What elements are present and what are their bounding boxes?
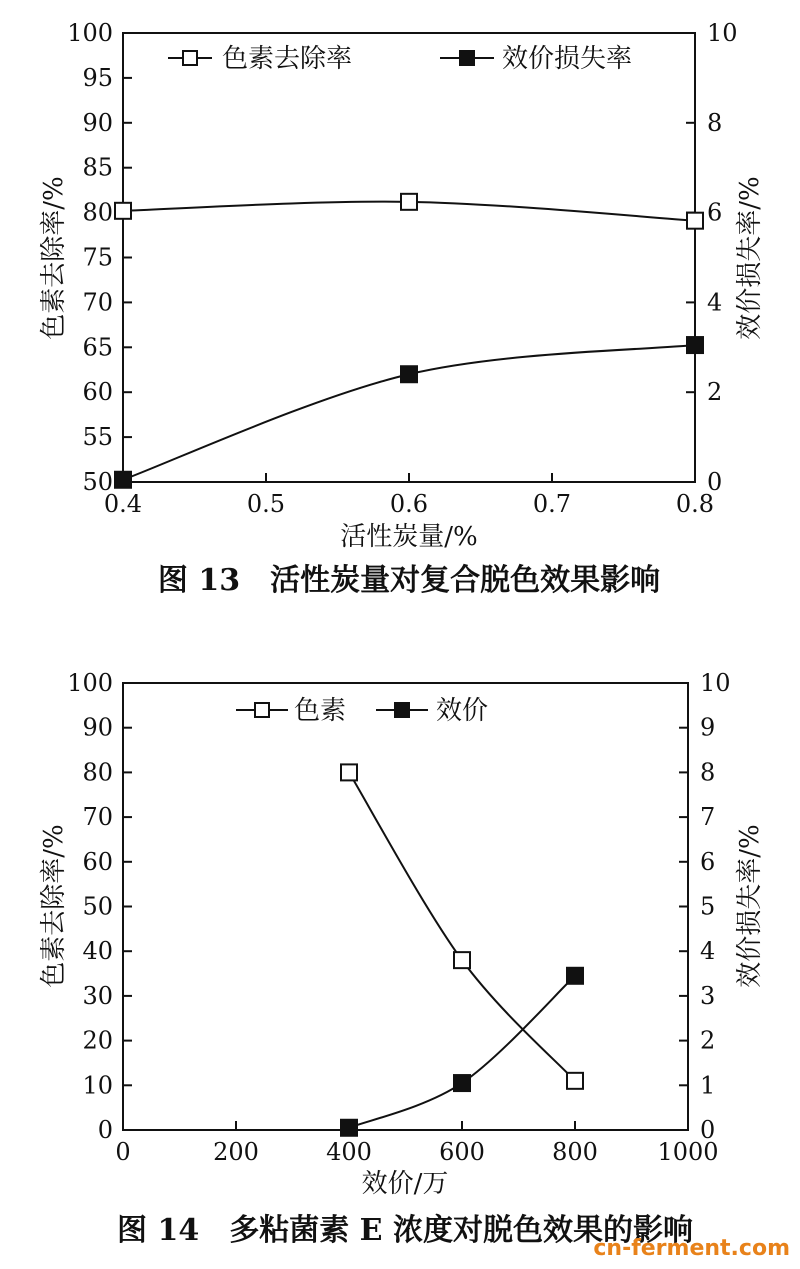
chart-14-legend — [236, 696, 488, 726]
chart-13-ytick-left-label: 70 — [82, 288, 113, 317]
chart-14-legend-marker-1 — [255, 703, 269, 717]
chart-14-series-2-point — [567, 968, 583, 984]
chart-13-xlabel: 活性炭量/% — [340, 522, 478, 552]
chart-14-ytick-left-label: 0 — [97, 1116, 113, 1144]
chart-14-ytick-left-label: 70 — [82, 803, 113, 832]
chart-13-ylabel-left: 色素去除率/% — [39, 176, 69, 340]
chart-13-legend-marker-2 — [460, 51, 474, 65]
chart-14-ytick-left-label: 50 — [82, 892, 113, 921]
chart-14-plot-frame — [123, 683, 688, 1130]
chart-13-ytick-right-label: 8 — [707, 108, 723, 137]
chart-13-legend — [168, 44, 632, 74]
chart-14-ytick-left-label: 90 — [82, 713, 113, 742]
chart-13-ytick-left-label: 65 — [82, 333, 113, 362]
chart-14-ytick-left-label: 20 — [82, 1026, 113, 1055]
chart-14-legend-label-1: 色素 — [294, 696, 347, 726]
chart-13-ytick-right-label: 0 — [707, 468, 723, 496]
chart-13-ytick-right-label: 2 — [707, 378, 723, 407]
chart-13-xtick-label: 0.8 — [675, 490, 715, 518]
chart-14-series-1-point — [567, 1073, 583, 1089]
chart-14-ytick-right-label: 5 — [700, 892, 716, 921]
chart-13-legend-marker-1 — [183, 51, 197, 65]
chart-14-ytick-left-label: 100 — [67, 669, 113, 697]
chart-13-xtick-label: 0.7 — [532, 490, 572, 518]
chart-13-ytick-left-label: 90 — [82, 108, 113, 137]
chart-14-xtick-label: 800 — [552, 1138, 598, 1166]
chart-14-legend-label-2: 效价 — [436, 696, 489, 726]
chart-13-ytick-right-label: 10 — [707, 19, 738, 47]
chart-14-xtick-label: 600 — [439, 1138, 485, 1166]
chart-14-series-line-2 — [349, 976, 575, 1128]
chart-14-xtick-label: 400 — [326, 1138, 372, 1166]
chart-14-series-1-point — [341, 764, 357, 780]
chart-14-xtick-label: 1000 — [657, 1138, 719, 1166]
chart-13-caption: 图 13 活性炭量对复合脱色效果影响 — [157, 563, 661, 598]
chart-14-series-1-point — [454, 952, 470, 968]
chart-13-ytick-right-label: 4 — [707, 288, 723, 317]
chart-13-xtick-label: 0.5 — [246, 490, 286, 518]
chart-14-marks — [67, 669, 730, 1166]
chart-14-ytick-right-label: 2 — [700, 1026, 716, 1055]
chart-13-ytick-left-label: 80 — [82, 198, 113, 227]
chart-14-ytick-right-label: 3 — [700, 981, 716, 1010]
chart-13-ylabel-right: 效价损失率/% — [735, 176, 765, 340]
chart-14-ytick-left-label: 80 — [82, 758, 113, 787]
chart-13-ytick-right-label: 6 — [707, 198, 723, 227]
chart-13-ytick-left-label: 60 — [82, 378, 113, 407]
chart-13-ytick-left-label: 100 — [67, 19, 113, 47]
chart-14-xlabel: 效价/万 — [361, 1169, 449, 1199]
watermark-logo-text: cn-ferment.com — [593, 1236, 790, 1261]
chart-13-series-1-point — [687, 213, 703, 229]
chart-14-ytick-left-label: 10 — [82, 1071, 113, 1100]
chart-14-ytick-left-label: 30 — [82, 981, 113, 1010]
chart-14-ytick-left-label: 60 — [82, 847, 113, 876]
chart-14-ytick-right-label: 7 — [700, 803, 716, 832]
chart-14 — [39, 669, 765, 1248]
chart-14-legend-marker-2 — [395, 703, 409, 717]
chart-14-ytick-right-label: 10 — [700, 669, 731, 697]
chart-14-caption: 图 14 多粘菌素 E 浓度对脱色效果的影响 — [117, 1213, 693, 1248]
chart-13-ytick-left-label: 55 — [82, 423, 113, 452]
chart-14-ytick-right-label: 8 — [700, 758, 716, 787]
chart-14-ytick-left-label: 40 — [82, 937, 113, 966]
chart-13-legend-label-2: 效价损失率 — [502, 44, 633, 74]
chart-14-ytick-right-label: 4 — [700, 937, 716, 966]
chart-13-ytick-left-label: 95 — [82, 63, 113, 92]
chart-14-series-2-point — [341, 1120, 357, 1136]
chart-13-ytick-left-label: 75 — [82, 243, 113, 272]
chart-14-series-line-1 — [349, 772, 575, 1080]
chart-13-plot-frame — [123, 33, 695, 482]
chart-14-xtick-label: 0 — [115, 1138, 131, 1166]
chart-14-ytick-right-label: 0 — [700, 1116, 716, 1144]
chart-13-legend-label-1: 色素去除率 — [222, 44, 353, 74]
chart-13-series-2-point — [687, 337, 703, 353]
chart-14-ytick-right-label: 6 — [700, 847, 716, 876]
chart-13-series-1-point — [401, 194, 417, 210]
chart-13-ytick-left-label: 50 — [82, 468, 113, 496]
chart-13-series-2-point — [401, 366, 417, 382]
chart-14-ylabel-right: 效价损失率/% — [735, 824, 765, 988]
chart-14-ytick-right-label: 9 — [700, 713, 716, 742]
chart-13-series-2-point — [115, 472, 131, 488]
chart-13-series-1-point — [115, 203, 131, 219]
chart-13-xtick-label: 0.6 — [389, 490, 429, 518]
chart-14-ytick-right-label: 1 — [700, 1071, 716, 1100]
chart-13-xtick-label: 0.4 — [103, 490, 143, 518]
chart-14-series-2-point — [454, 1075, 470, 1091]
chart-14-xtick-label: 200 — [213, 1138, 259, 1166]
chart-13-ytick-left-label: 85 — [82, 153, 113, 182]
chart-13-marks — [67, 19, 737, 518]
chart-13 — [39, 19, 765, 598]
chart-14-ylabel-left: 色素去除率/% — [39, 824, 69, 988]
